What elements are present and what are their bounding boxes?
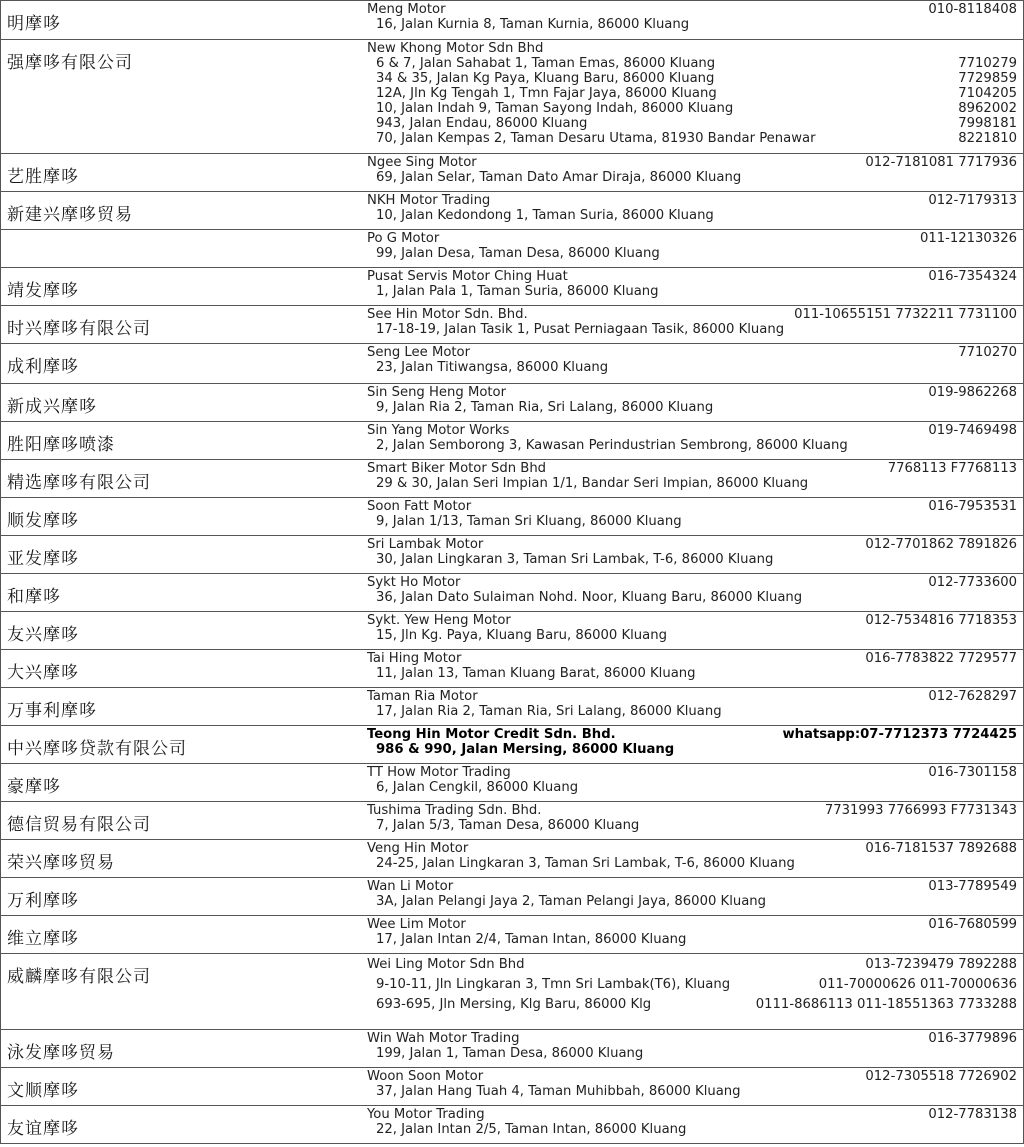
address-line [367, 666, 1017, 681]
listing-details [367, 727, 1017, 757]
listing-details [367, 231, 1017, 261]
address-line [367, 360, 1017, 375]
listing-row [1, 688, 1023, 726]
address-line [367, 86, 1017, 101]
company-name: Po G Motor [367, 231, 440, 246]
company-line [367, 423, 1017, 438]
chinese-name: 亚发摩哆 [7, 549, 79, 569]
address: 9, Jalan Ria 2, Taman Ria, Sri Lalang, 86000 Kluang [376, 400, 714, 415]
address-line [367, 400, 1017, 415]
listing-details [367, 1107, 1017, 1137]
listing-row [1, 726, 1023, 764]
address-line [367, 131, 1017, 146]
address-line [367, 514, 1017, 529]
company-phone: 016-7354324 [928, 269, 1017, 284]
company-phone: 7710270 [958, 345, 1017, 360]
address: 15, Jln Kg. Paya, Kluang Baru, 86000 Kluang [376, 628, 667, 643]
address-line [367, 246, 1017, 261]
chinese-name: 靖发摩哆 [7, 281, 79, 301]
listing-row [1, 764, 1023, 802]
listing-row [1, 40, 1023, 154]
company-line [367, 155, 1017, 170]
address: 99, Jalan Desa, Taman Desa, 86000 Kluang [376, 246, 660, 261]
company-phone: 012-7181081 7717936 [865, 155, 1017, 170]
listing-row [1, 344, 1023, 384]
branch-phone: 7710279 [958, 56, 1017, 71]
chinese-name: 文顺摩哆 [7, 1081, 79, 1101]
branch-phone: 8221810 [958, 131, 1017, 146]
company-line [367, 803, 1017, 818]
company-phone: 016-7680599 [928, 917, 1017, 932]
address: 23, Jalan Titiwangsa, 86000 Kluang [376, 360, 609, 375]
company-name: TT How Motor Trading [367, 765, 511, 780]
address-line [367, 1122, 1017, 1137]
chinese-name: 威麟摩哆有限公司 [7, 967, 151, 987]
company-line [367, 651, 1017, 666]
company-name: Seng Lee Motor [367, 345, 471, 360]
listing-row [1, 840, 1023, 878]
company-name: Woon Soon Motor [367, 1069, 484, 1084]
listing-details [367, 879, 1017, 909]
company-name: Pusat Servis Motor Ching Huat [367, 269, 568, 284]
address: 10, Jalan Kedondong 1, Taman Suria, 86000 Kluang [376, 208, 714, 223]
company-phone: 012-7534816 7718353 [865, 613, 1017, 628]
address: 70, Jalan Kempas 2, Taman Desaru Utama, 81930 Bandar Penawar [376, 131, 816, 146]
address: 6, Jalan Cengkil, 86000 Kluang [376, 780, 579, 795]
listing-row [1, 422, 1023, 460]
branch-phone: 7998181 [958, 116, 1017, 131]
branch-phone: 0111-8686113 011-18551363 7733288 [755, 997, 1017, 1012]
company-name: Veng Hin Motor [367, 841, 469, 856]
address-line [367, 170, 1017, 185]
company-phone: 012-7783138 [928, 1107, 1017, 1122]
address: 17, Jalan Intan 2/4, Taman Intan, 86000 Kluang [376, 932, 687, 947]
address: 3A, Jalan Pelangi Jaya 2, Taman Pelangi Jaya, 86000 Kluang [376, 894, 767, 909]
company-phone: 012-7733600 [928, 575, 1017, 590]
company-line [367, 193, 1017, 208]
address: 11, Jalan 13, Taman Kluang Barat, 86000 Kluang [376, 666, 696, 681]
company-line [367, 955, 1017, 975]
address: 9-10-11, Jln Lingkaran 3, Tmn Sri Lambak(T6), Kluang [376, 977, 731, 992]
address-line [367, 322, 1017, 337]
listing-row [1, 384, 1023, 422]
company-line [367, 461, 1017, 476]
branch-phone: 011-70000626 011-70000636 [818, 977, 1017, 992]
company-phone: 011-12130326 [919, 231, 1017, 246]
listing-details [367, 269, 1017, 299]
company-line [367, 879, 1017, 894]
company-name: Sykt Ho Motor [367, 575, 461, 590]
listing-details [367, 345, 1017, 375]
chinese-name: 友谊摩哆 [7, 1119, 79, 1139]
chinese-name: 成利摩哆 [7, 357, 79, 377]
company-name: Win Wah Motor Trading [367, 1031, 520, 1046]
address-line [367, 116, 1017, 131]
listing-details [367, 575, 1017, 605]
chinese-name: 泳发摩哆贸易 [7, 1043, 115, 1063]
branch-phone: 7104205 [958, 86, 1017, 101]
company-phone: 019-7469498 [928, 423, 1017, 438]
company-line [367, 231, 1017, 246]
listing-row [1, 306, 1023, 344]
address-line [367, 101, 1017, 116]
listing-row [1, 460, 1023, 498]
chinese-name: 友兴摩哆 [7, 625, 79, 645]
company-name: Sin Yang Motor Works [367, 423, 510, 438]
chinese-name: 和摩哆 [7, 587, 61, 607]
company-phone: 016-3779896 [928, 1031, 1017, 1046]
address-line [367, 590, 1017, 605]
company-name: Sin Seng Heng Motor [367, 385, 507, 400]
address-line [367, 56, 1017, 71]
listing-details [367, 461, 1017, 491]
chinese-name: 荣兴摩哆贸易 [7, 853, 115, 873]
company-name: Sri Lambak Motor [367, 537, 484, 552]
address-line [367, 818, 1017, 833]
listing-details [367, 917, 1017, 947]
listing-details [367, 537, 1017, 567]
company-line [367, 613, 1017, 628]
company-name: Soon Fatt Motor [367, 499, 472, 514]
listing-row [1, 1106, 1023, 1144]
address: 24-25, Jalan Lingkaran 3, Taman Sri Lambak, T-6, 86000 Kluang [376, 856, 795, 871]
company-phone: 016-7953531 [928, 499, 1017, 514]
address: 10, Jalan Indah 9, Taman Sayong Indah, 86000 Kluang [376, 101, 734, 116]
company-name: Wei Ling Motor Sdn Bhd [367, 957, 525, 972]
listing-row [1, 154, 1023, 192]
chinese-name: 精选摩哆有限公司 [7, 473, 151, 493]
company-phone: 019-9862268 [928, 385, 1017, 400]
address: 2, Jalan Semborong 3, Kawasan Perindustrian Sembrong, 86000 Kluang [376, 438, 848, 453]
company-phone: 016-7301158 [928, 765, 1017, 780]
company-phone: 010-8118408 [928, 2, 1017, 17]
address-line [367, 742, 1017, 757]
chinese-name: 万利摩哆 [7, 891, 79, 911]
company-line [367, 765, 1017, 780]
address: 17, Jalan Ria 2, Taman Ria, Sri Lalang, 86000 Kluang [376, 704, 722, 719]
chinese-name: 豪摩哆 [7, 777, 61, 797]
company-phone: 012-7701862 7891826 [865, 537, 1017, 552]
listing-row [1, 1, 1023, 40]
address-line [367, 1084, 1017, 1099]
listing-details [367, 155, 1017, 185]
address: 1, Jalan Pala 1, Taman Suria, 86000 Kluang [376, 284, 659, 299]
address: 37, Jalan Hang Tuah 4, Taman Muhibbah, 86000 Kluang [376, 1084, 741, 1099]
address: 69, Jalan Selar, Taman Dato Amar Diraja, 86000 Kluang [376, 170, 742, 185]
listing-row [1, 536, 1023, 574]
listing-details [367, 651, 1017, 681]
company-name: Meng Motor [367, 2, 446, 17]
company-phone: 7731993 7766993 F7731343 [824, 803, 1017, 818]
chinese-name: 维立摩哆 [7, 929, 79, 949]
company-line [367, 2, 1017, 17]
address: 693-695, Jln Mersing, Klg Baru, 86000 Klg [376, 997, 652, 1012]
chinese-name: 大兴摩哆 [7, 663, 79, 683]
company-name: NKH Motor Trading [367, 193, 491, 208]
address-line [367, 628, 1017, 643]
listing-details [367, 307, 1017, 337]
address: 22, Jalan Intan 2/5, Taman Intan, 86000 Kluang [376, 1122, 687, 1137]
listing-row [1, 650, 1023, 688]
chinese-name: 顺发摩哆 [7, 511, 79, 531]
company-name: You Motor Trading [367, 1107, 485, 1122]
company-line [367, 269, 1017, 284]
listing-details [367, 765, 1017, 795]
chinese-name: 新成兴摩哆 [7, 397, 97, 417]
company-phone: 016-7783822 7729577 [865, 651, 1017, 666]
chinese-name: 万事利摩哆 [7, 701, 97, 721]
address: 16, Jalan Kurnia 8, Taman Kurnia, 86000 Kluang [376, 17, 690, 32]
company-line [367, 1031, 1017, 1046]
company-phone: 012-7305518 7726902 [865, 1069, 1017, 1084]
address-line [367, 780, 1017, 795]
company-line [367, 345, 1017, 360]
listing-row [1, 612, 1023, 650]
company-line [367, 689, 1017, 704]
company-name: Tai Hing Motor [367, 651, 462, 666]
company-name: Wan Li Motor [367, 879, 454, 894]
company-line [367, 727, 1017, 742]
company-line [367, 841, 1017, 856]
chinese-name: 艺胜摩哆 [7, 167, 79, 187]
company-line [367, 917, 1017, 932]
address-line [367, 975, 1017, 995]
listing-row [1, 1030, 1023, 1068]
listing-details [367, 955, 1017, 1015]
listing-details [367, 2, 1017, 32]
company-phone: 011-10655151 7732211 7731100 [794, 307, 1017, 322]
chinese-name: 新建兴摩哆贸易 [7, 205, 133, 225]
address-line [367, 704, 1017, 719]
address: 34 & 35, Jalan Kg Paya, Kluang Baru, 86000 Kluang [376, 71, 715, 86]
address-line [367, 476, 1017, 491]
address-line [367, 856, 1017, 871]
branch-phone: 8962002 [958, 101, 1017, 116]
listing-row [1, 954, 1023, 1030]
address: 943, Jalan Endau, 86000 Kluang [376, 116, 588, 131]
address-line [367, 894, 1017, 909]
listing-details [367, 613, 1017, 643]
company-line [367, 385, 1017, 400]
company-name: Sykt. Yew Heng Motor [367, 613, 511, 628]
listing-details [367, 385, 1017, 415]
chinese-name: 德信贸易有限公司 [7, 815, 151, 835]
address: 30, Jalan Lingkaran 3, Taman Sri Lambak, T-6, 86000 Kluang [376, 552, 774, 567]
address-line [367, 438, 1017, 453]
company-phone: 012-7179313 [928, 193, 1017, 208]
company-phone: 012-7628297 [928, 689, 1017, 704]
listing-details [367, 41, 1017, 146]
address-line [367, 208, 1017, 223]
address-line [367, 17, 1017, 32]
company-name: New Khong Motor Sdn Bhd [367, 41, 544, 56]
company-name: Taman Ria Motor [367, 689, 478, 704]
company-name: See Hin Motor Sdn. Bhd. [367, 307, 528, 322]
address-line [367, 995, 1017, 1015]
chinese-name: 强摩哆有限公司 [7, 53, 133, 73]
address-line [367, 552, 1017, 567]
listing-row [1, 802, 1023, 840]
address: 12A, Jln Kg Tengah 1, Tmn Fajar Jaya, 86000 Kluang [376, 86, 717, 101]
company-name: Ngee Sing Motor [367, 155, 477, 170]
listing-details [367, 499, 1017, 529]
listing-row [1, 230, 1023, 268]
company-line [367, 1107, 1017, 1122]
company-phone: 016-7181537 7892688 [865, 841, 1017, 856]
chinese-name: 中兴摩哆贷款有限公司 [7, 739, 187, 759]
chinese-name: 明摩哆 [7, 14, 61, 34]
address-line [367, 71, 1017, 86]
address: 17-18-19, Jalan Tasik 1, Pusat Perniagaan Tasik, 86000 Kluang [376, 322, 785, 337]
address: 9, Jalan 1/13, Taman Sri Kluang, 86000 Kluang [376, 514, 682, 529]
company-phone: whatsapp:07-7712373 7724425 [782, 727, 1017, 742]
listing-details [367, 803, 1017, 833]
company-name: Wee Lim Motor [367, 917, 466, 932]
company-phone: 013-7789549 [928, 879, 1017, 894]
company-name: Teong Hin Motor Credit Sdn. Bhd. [367, 727, 616, 742]
address: 36, Jalan Dato Sulaiman Nohd. Noor, Kluang Baru, 86000 Kluang [376, 590, 803, 605]
listing-row [1, 916, 1023, 954]
company-line [367, 1069, 1017, 1084]
listing-row [1, 192, 1023, 230]
company-line [367, 307, 1017, 322]
listing-row [1, 574, 1023, 612]
address: 29 & 30, Jalan Seri Impian 1/1, Bandar Seri Impian, 86000 Kluang [376, 476, 809, 491]
company-line [367, 575, 1017, 590]
listing-row [1, 878, 1023, 916]
chinese-name: 胜阳摩哆喷漆 [7, 435, 115, 455]
address-line [367, 284, 1017, 299]
company-line [367, 499, 1017, 514]
company-phone: 7768113 F7768113 [887, 461, 1017, 476]
listing-details [367, 423, 1017, 453]
listing-details [367, 1069, 1017, 1099]
listing-details [367, 841, 1017, 871]
address-line [367, 1046, 1017, 1061]
company-line [367, 537, 1017, 552]
company-line [367, 41, 1017, 56]
address: 7, Jalan 5/3, Taman Desa, 86000 Kluang [376, 818, 640, 833]
branch-phone: 7729859 [958, 71, 1017, 86]
company-name: Smart Biker Motor Sdn Bhd [367, 461, 547, 476]
address-line [367, 932, 1017, 947]
listing-row [1, 1068, 1023, 1106]
company-name: Tushima Trading Sdn. Bhd. [367, 803, 542, 818]
listing-row [1, 268, 1023, 306]
address: 199, Jalan 1, Taman Desa, 86000 Kluang [376, 1046, 644, 1061]
address: 6 & 7, Jalan Sahabat 1, Taman Emas, 86000 Kluang [376, 56, 716, 71]
listing-details [367, 689, 1017, 719]
listing-row [1, 498, 1023, 536]
chinese-name: 时兴摩哆有限公司 [7, 319, 151, 339]
company-phone: 013-7239479 7892288 [865, 957, 1017, 972]
listing-details [367, 193, 1017, 223]
listing-details [367, 1031, 1017, 1061]
address: 986 & 990, Jalan Mersing, 86000 Kluang [376, 742, 675, 757]
